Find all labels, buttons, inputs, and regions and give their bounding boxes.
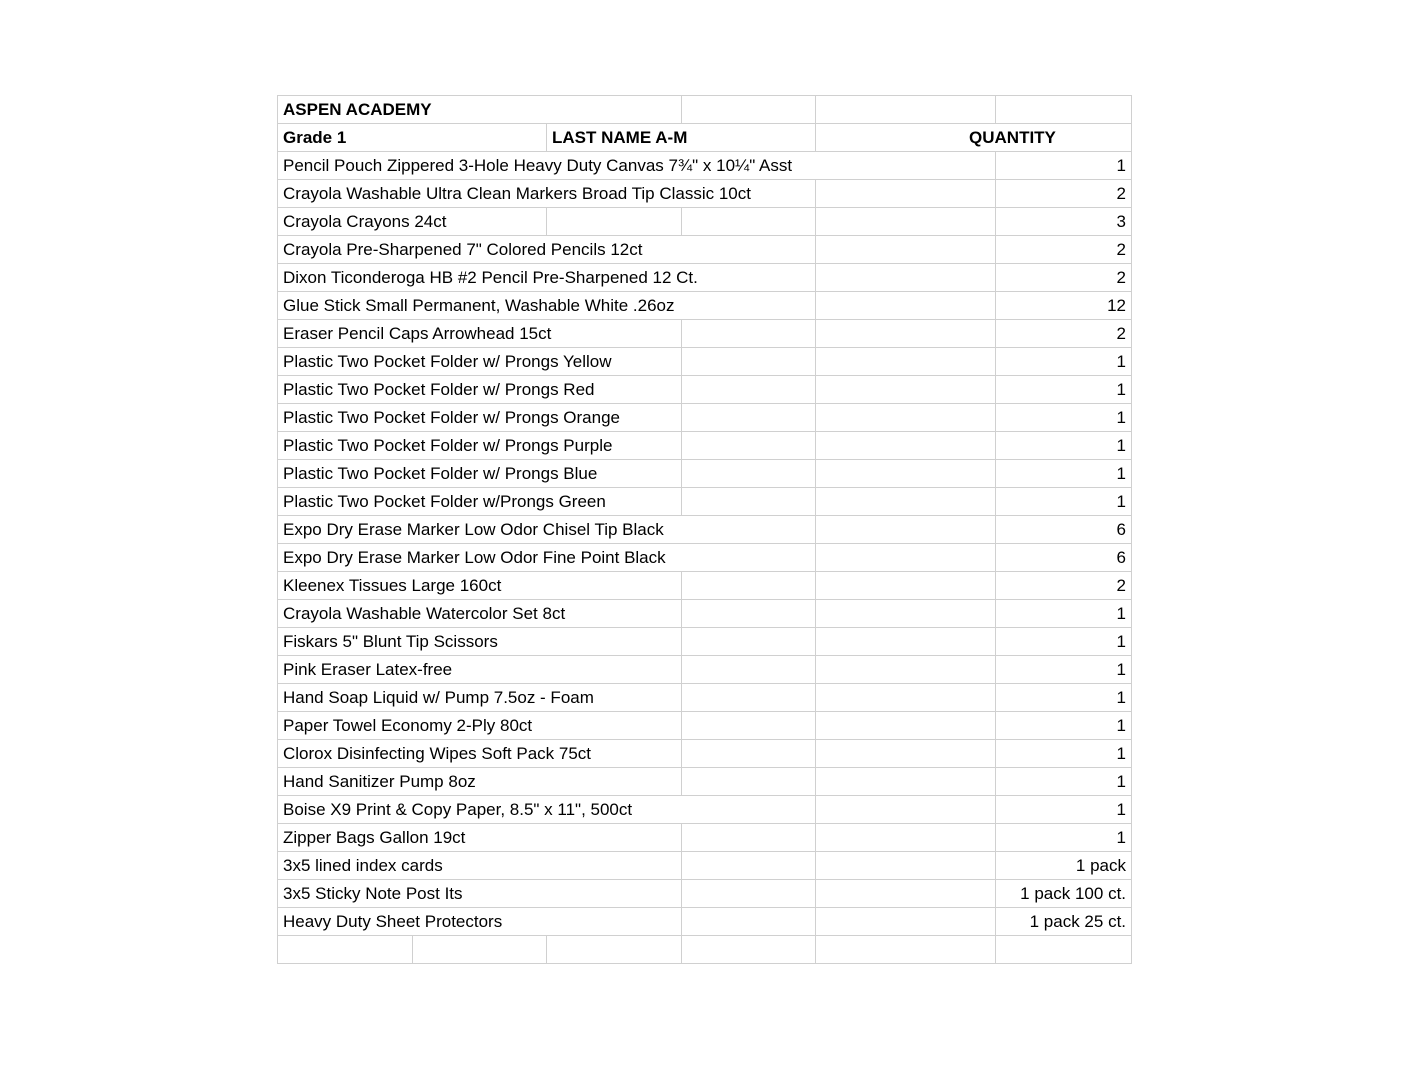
item-row [278, 796, 1132, 824]
empty-cell [816, 768, 996, 796]
empty-cell [682, 740, 816, 768]
empty-cell [816, 600, 996, 628]
empty-cell [816, 292, 996, 320]
item-quantity: 1 pack 100 ct. [996, 880, 1132, 908]
item-row [278, 656, 1132, 684]
empty-cell [816, 880, 996, 908]
item-name: Plastic Two Pocket Folder w/ Prongs Blue [278, 460, 682, 488]
item-row [278, 712, 1132, 740]
item-quantity: 1 [996, 712, 1132, 740]
item-row [278, 908, 1132, 936]
item-name: 3x5 Sticky Note Post Its [278, 880, 682, 908]
item-quantity: 12 [996, 292, 1132, 320]
item-name: Plastic Two Pocket Folder w/ Prongs Red [278, 376, 682, 404]
item-quantity: 1 [996, 152, 1132, 180]
item-name: Plastic Two Pocket Folder w/ Prongs Purple [278, 432, 682, 460]
empty-cell [547, 936, 682, 964]
item-name: Paper Towel Economy 2-Ply 80ct [278, 712, 682, 740]
empty-cell [816, 824, 996, 852]
item-row [278, 824, 1132, 852]
empty-cell [816, 460, 996, 488]
item-row [278, 376, 1132, 404]
empty-cell [682, 488, 816, 516]
item-row [278, 460, 1132, 488]
item-quantity: 2 [996, 572, 1132, 600]
item-row [278, 740, 1132, 768]
item-row [278, 768, 1132, 796]
item-name: Hand Soap Liquid w/ Pump 7.5oz - Foam [278, 684, 682, 712]
item-quantity: 6 [996, 516, 1132, 544]
empty-cell [682, 684, 816, 712]
item-name: Boise X9 Print & Copy Paper, 8.5" x 11", 500ct [278, 796, 816, 824]
item-row [278, 880, 1132, 908]
empty-cell [996, 936, 1132, 964]
empty-cell [996, 96, 1132, 124]
empty-cell [816, 740, 996, 768]
item-row [278, 600, 1132, 628]
item-name: Kleenex Tissues Large 160ct [278, 572, 682, 600]
item-name: Hand Sanitizer Pump 8oz [278, 768, 682, 796]
empty-cell [816, 572, 996, 600]
item-row [278, 516, 1132, 544]
item-name: Crayola Crayons 24ct [278, 208, 547, 236]
empty-cell [816, 908, 996, 936]
empty-cell [816, 712, 996, 740]
empty-cell [413, 936, 547, 964]
empty-cell [816, 628, 996, 656]
item-row [278, 152, 1132, 180]
item-quantity: 3 [996, 208, 1132, 236]
item-row [278, 628, 1132, 656]
empty-cell [816, 236, 996, 264]
item-name: Crayola Pre-Sharpened 7" Colored Pencils 12ct [278, 236, 816, 264]
empty-cell [682, 880, 816, 908]
item-quantity: 1 [996, 628, 1132, 656]
supply-list-sheet [277, 95, 1132, 964]
empty-cell [682, 320, 816, 348]
empty-cell [816, 264, 996, 292]
item-quantity: 2 [996, 320, 1132, 348]
item-row [278, 348, 1132, 376]
item-quantity: 2 [996, 180, 1132, 208]
item-quantity: 1 [996, 768, 1132, 796]
empty-cell [682, 936, 816, 964]
empty-cell [816, 96, 996, 124]
item-row [278, 264, 1132, 292]
empty-cell [816, 180, 996, 208]
empty-cell [682, 824, 816, 852]
item-row [278, 236, 1132, 264]
item-row [278, 292, 1132, 320]
item-quantity: 1 pack 25 ct. [996, 908, 1132, 936]
item-row [278, 488, 1132, 516]
item-quantity: 2 [996, 264, 1132, 292]
item-row [278, 684, 1132, 712]
empty-cell [816, 208, 996, 236]
item-row [278, 404, 1132, 432]
empty-cell [816, 656, 996, 684]
empty-cell [682, 460, 816, 488]
item-name: Pencil Pouch Zippered 3-Hole Heavy Duty Canvas 7¾" x 10¼" Asst [278, 152, 996, 180]
item-name: Expo Dry Erase Marker Low Odor Fine Point Black [278, 544, 816, 572]
item-quantity: 1 [996, 432, 1132, 460]
item-quantity: 1 [996, 824, 1132, 852]
item-quantity: 1 [996, 460, 1132, 488]
item-quantity: 1 [996, 796, 1132, 824]
empty-cell [547, 208, 682, 236]
empty-cell [278, 936, 413, 964]
empty-cell [682, 712, 816, 740]
empty-cell [816, 348, 996, 376]
item-name: Expo Dry Erase Marker Low Odor Chisel Tip Black [278, 516, 816, 544]
empty-cell [682, 376, 816, 404]
empty-cell [682, 908, 816, 936]
item-name: Heavy Duty Sheet Protectors [278, 908, 682, 936]
item-row [278, 320, 1132, 348]
item-row [278, 544, 1132, 572]
empty-cell [682, 656, 816, 684]
item-name: Fiskars 5" Blunt Tip Scissors [278, 628, 682, 656]
item-name: Dixon Ticonderoga HB #2 Pencil Pre-Sharpened 12 Ct. [278, 264, 816, 292]
empty-cell [816, 320, 996, 348]
item-quantity: 1 [996, 656, 1132, 684]
item-name: Eraser Pencil Caps Arrowhead 15ct [278, 320, 682, 348]
empty-cell [816, 488, 996, 516]
empty-cell [682, 628, 816, 656]
item-name: Crayola Washable Watercolor Set 8ct [278, 600, 682, 628]
item-name: Zipper Bags Gallon 19ct [278, 824, 682, 852]
empty-cell [816, 852, 996, 880]
item-row [278, 572, 1132, 600]
item-name: Clorox Disinfecting Wipes Soft Pack 75ct [278, 740, 682, 768]
empty-cell [547, 96, 682, 124]
item-quantity: 1 pack [996, 852, 1132, 880]
empty-cell [682, 404, 816, 432]
item-name: Glue Stick Small Permanent, Washable White .26oz [278, 292, 816, 320]
item-name: Plastic Two Pocket Folder w/ Prongs Yellow [278, 348, 682, 376]
item-name: Crayola Washable Ultra Clean Markers Broad Tip Classic 10ct [278, 180, 816, 208]
last-name-label: LAST NAME A-M [547, 124, 816, 152]
grade-label: Grade 1 [278, 124, 547, 152]
empty-cell [816, 404, 996, 432]
item-quantity: 1 [996, 740, 1132, 768]
item-quantity: 6 [996, 544, 1132, 572]
empty-row [278, 936, 1132, 964]
item-name: Plastic Two Pocket Folder w/Prongs Green [278, 488, 682, 516]
item-quantity: 2 [996, 236, 1132, 264]
item-name: Plastic Two Pocket Folder w/ Prongs Orange [278, 404, 682, 432]
empty-cell [682, 572, 816, 600]
empty-cell [682, 208, 816, 236]
item-row [278, 852, 1132, 880]
item-name: Pink Eraser Latex-free [278, 656, 682, 684]
item-quantity: 1 [996, 376, 1132, 404]
item-quantity: 1 [996, 488, 1132, 516]
item-row [278, 432, 1132, 460]
empty-cell [816, 936, 996, 964]
empty-cell [682, 768, 816, 796]
empty-cell [816, 516, 996, 544]
item-quantity: 1 [996, 600, 1132, 628]
empty-cell [816, 376, 996, 404]
header-row [278, 124, 1132, 152]
empty-cell [682, 432, 816, 460]
item-row [278, 180, 1132, 208]
empty-cell [682, 96, 816, 124]
empty-cell [816, 796, 996, 824]
empty-cell [816, 544, 996, 572]
item-name: 3x5 lined index cards [278, 852, 682, 880]
school-name: ASPEN ACADEMY [278, 96, 547, 124]
item-quantity: 1 [996, 404, 1132, 432]
empty-cell [682, 348, 816, 376]
item-row [278, 208, 1132, 236]
title-row [278, 96, 1132, 124]
quantity-label: QUANTITY [816, 124, 1132, 152]
empty-cell [816, 684, 996, 712]
empty-cell [682, 852, 816, 880]
empty-cell [682, 600, 816, 628]
item-quantity: 1 [996, 684, 1132, 712]
item-quantity: 1 [996, 348, 1132, 376]
empty-cell [816, 432, 996, 460]
